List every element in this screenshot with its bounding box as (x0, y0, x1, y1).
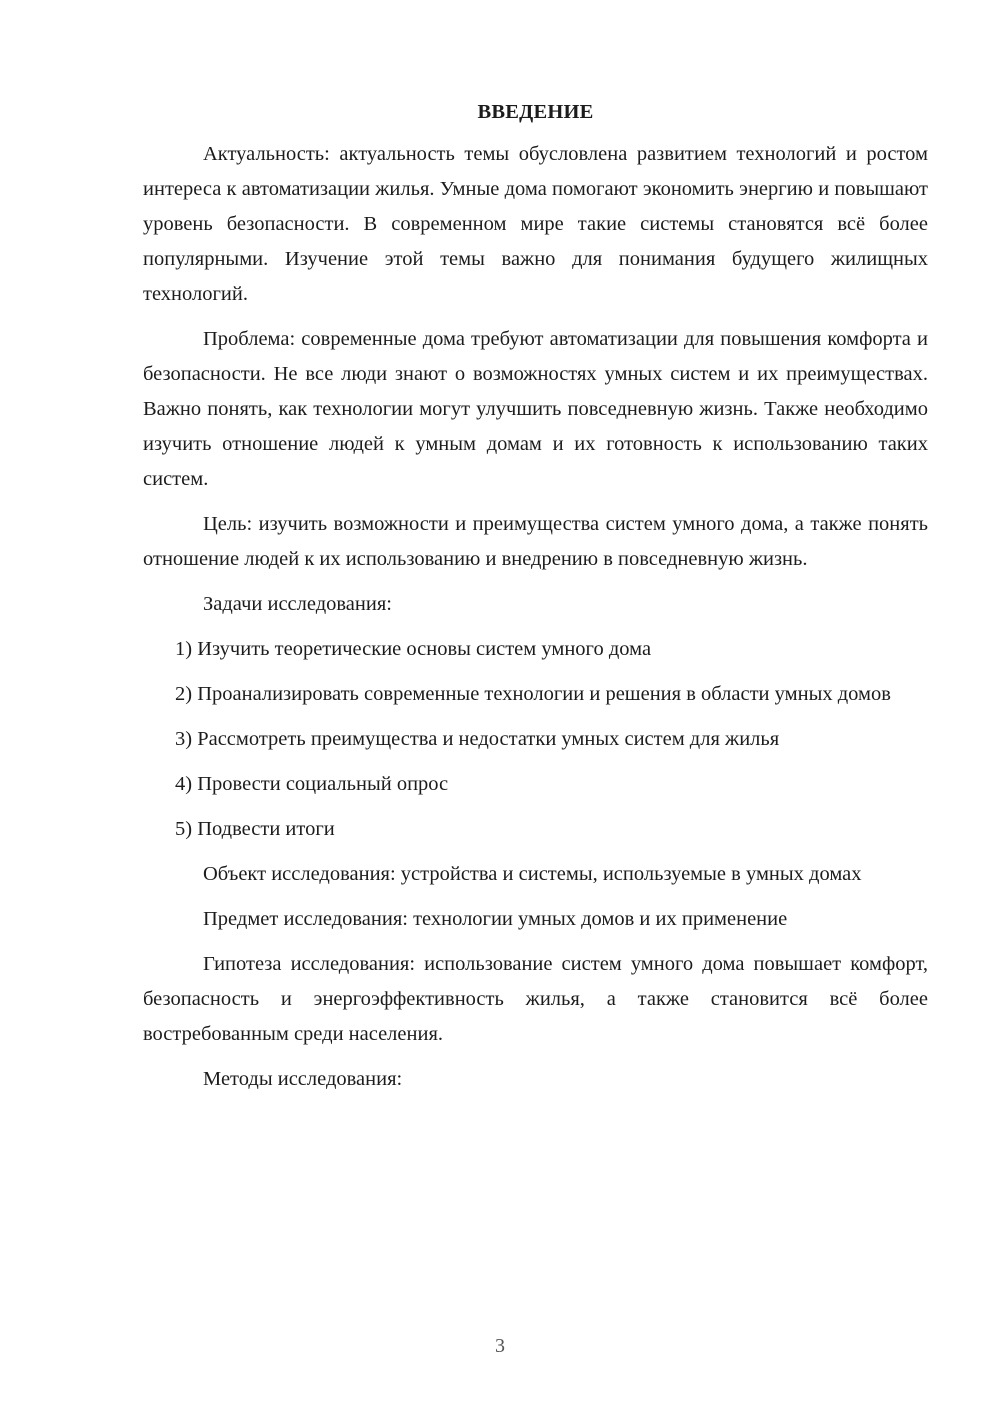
tasks-heading: Задачи исследования: (203, 593, 392, 615)
page-number: 3 (495, 1335, 505, 1357)
subject-paragraph: Предмет исследования: технологии умных домов и их применение (203, 908, 788, 930)
task-item: 2) Проанализировать современные технологии и решения в области умных домов (175, 683, 891, 705)
object-paragraph: Объект исследования: устройства и системы, используемые в умных домах (203, 863, 862, 885)
relevance-paragraph: Актуальность: актуальность темы обусловлена развитием технологий и ростом интереса к автоматизации жилья. Умные дома помогают экономить энергию и повышают уровень безопасности. В современном мире такие системы становятся всё более популярными. Изучение этой темы важно для понимания будущего жилищных технологий. (143, 143, 928, 305)
task-item: 3) Рассмотреть преимущества и недостатки умных систем для жилья (175, 728, 780, 750)
task-item: 5) Подвести итоги (175, 818, 335, 840)
hypothesis-paragraph: Гипотеза исследования: использование систем умного дома повышает комфорт, безопасность и энергоэффективность жилья, а также становится всё более востребованным среди населения. (143, 953, 928, 1045)
tasks-list (143, 632, 928, 847)
methods-heading: Методы исследования: (203, 1068, 403, 1090)
task-item: 4) Провести социальный опрос (175, 773, 449, 795)
task-item: 1) Изучить теоретические основы систем умного дома (175, 638, 652, 660)
document-page (143, 95, 928, 1107)
goal-paragraph: Цель: изучить возможности и преимущества систем умного дома, а также понять отношение людей к их использованию и внедрению в повседневную жизнь. (143, 513, 928, 570)
problem-paragraph: Проблема: современные дома требуют автоматизации для повышения комфорта и безопасности. Не все люди знают о возможностях умных систем и их преимуществах. Важно понять, как технологии могут улучшить повседневную жизнь. Также необходимо изучить отношение людей к умным домам и их готовность к использованию таких систем. (143, 328, 928, 490)
section-title: ВВЕДЕНИЕ (477, 101, 594, 123)
